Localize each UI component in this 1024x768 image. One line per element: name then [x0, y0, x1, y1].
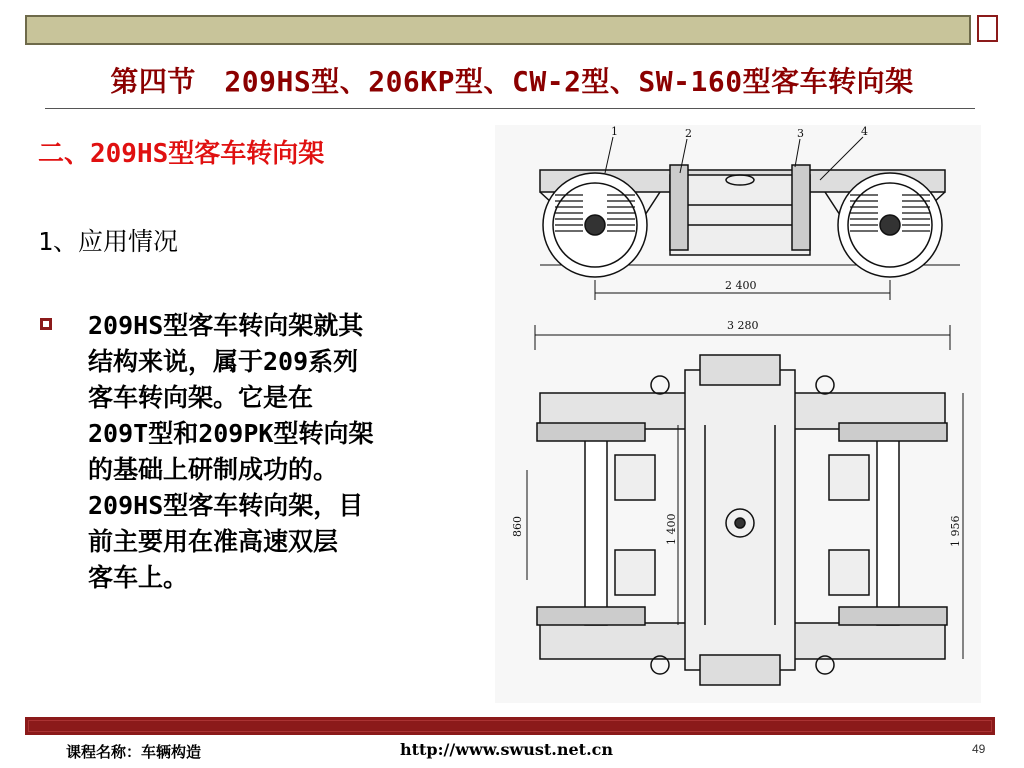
plan-view [527, 325, 963, 685]
callout-2: 2 [685, 127, 692, 140]
section-heading: 二、209HS型客车转向架 [38, 139, 325, 169]
side-elevation-view [540, 137, 960, 300]
subheading: 1、应用情况 [38, 227, 179, 256]
footer-course-name: 课程名称：车辆构造 [66, 743, 202, 761]
bullet-line: 的基础上研制成功的。 [88, 455, 339, 484]
bullet-line: 209HS型客车转向架，目 [88, 491, 364, 520]
callout-1: 1 [611, 125, 618, 138]
callout-3: 3 [797, 127, 804, 140]
dim-wheelbase-label: 2 400 [725, 279, 757, 292]
bullet-paragraph [88, 308, 463, 596]
dim-length-label: 3 280 [727, 319, 759, 332]
bullet-line: 客车转向架。它是在 [88, 383, 314, 412]
bullet-line: 客车上。 [88, 563, 189, 592]
top-corner-square [977, 15, 998, 42]
bullet-square-icon [40, 318, 52, 330]
slide-title: 第四节 209HS型、206KP型、CW-2型、SW-160型客车转向架 [110, 65, 914, 98]
bullet-line: 209T型和209PK型转向架 [88, 419, 374, 448]
dim-1400-label: 1 400 [665, 513, 678, 545]
dim-860-label: 860 [511, 516, 524, 537]
footer-url-link[interactable]: http://www.swust.net.cn [400, 740, 614, 759]
title-divider [45, 108, 975, 109]
bullet-line: 前主要用在准高速双层 [88, 527, 339, 556]
top-decorative-bar [25, 15, 971, 45]
dim-1956-label: 1 956 [949, 515, 962, 547]
bottom-decorative-bar [25, 717, 995, 735]
page-number: 49 [972, 742, 986, 756]
bullet-line: 结构来说，属于209系列 [88, 347, 359, 376]
bullet-line: 209HS型客车转向架就其 [88, 311, 364, 340]
bogie-drawing [495, 125, 981, 703]
callout-4: 4 [861, 125, 868, 138]
